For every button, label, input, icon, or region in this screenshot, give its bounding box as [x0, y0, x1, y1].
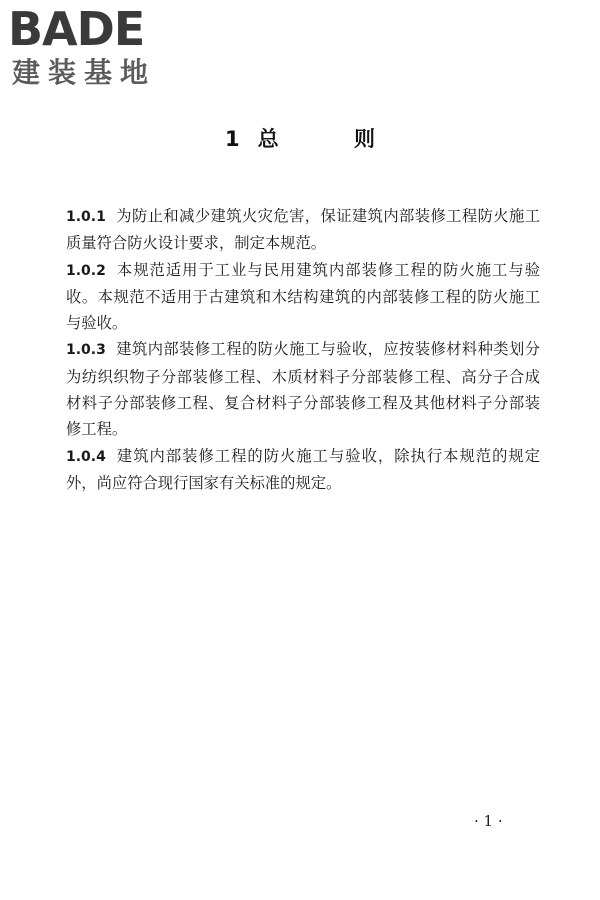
clause-1-0-2 [66, 257, 540, 337]
clause-text: 建筑内部装修工程的防火施工与验收，除执行本规范的规定外，尚应符合现行国家有关标准的规定。 [66, 446, 540, 492]
bade-logo [8, 4, 183, 94]
clause-text: 建筑内部装修工程的防火施工与验收，应按装修材料种类划分为纺织织物子分部装修工程、木质材料子分部装修工程、高分子合成材料子分部装修工程、复合材料子分部装修工程及其他材料子分部装修工程。 [66, 340, 540, 439]
chapter-number: 1 [225, 127, 240, 151]
page-number: · 1 · [474, 812, 503, 830]
logo-wordmark: BADE [8, 2, 145, 56]
clause-number: 1.0.3 [66, 342, 106, 359]
clause-number: 1.0.4 [66, 448, 106, 465]
clause-1-0-4 [66, 443, 540, 497]
clause-1-0-3 [66, 336, 540, 442]
clause-1-0-1 [66, 203, 540, 257]
clause-number: 1.0.1 [66, 209, 106, 225]
clause-text: 本规范适用于工业与民用建筑内部装修工程的防火施工与验收。本规范不适用于古建筑和木结构建筑的内部装修工程的防火施工与验收。 [66, 260, 540, 333]
chapter-name: 总 则 [257, 127, 409, 151]
clause-list [66, 203, 540, 496]
logo-chinese-name: 建装基地 [12, 56, 157, 89]
chapter-title [0, 124, 600, 154]
clause-number: 1.0.2 [66, 262, 106, 279]
clause-text: 为防止和减少建筑火灾危害，保证建筑内部装修工程防火施工质量符合防火设计要求，制定本规范。 [66, 207, 540, 253]
